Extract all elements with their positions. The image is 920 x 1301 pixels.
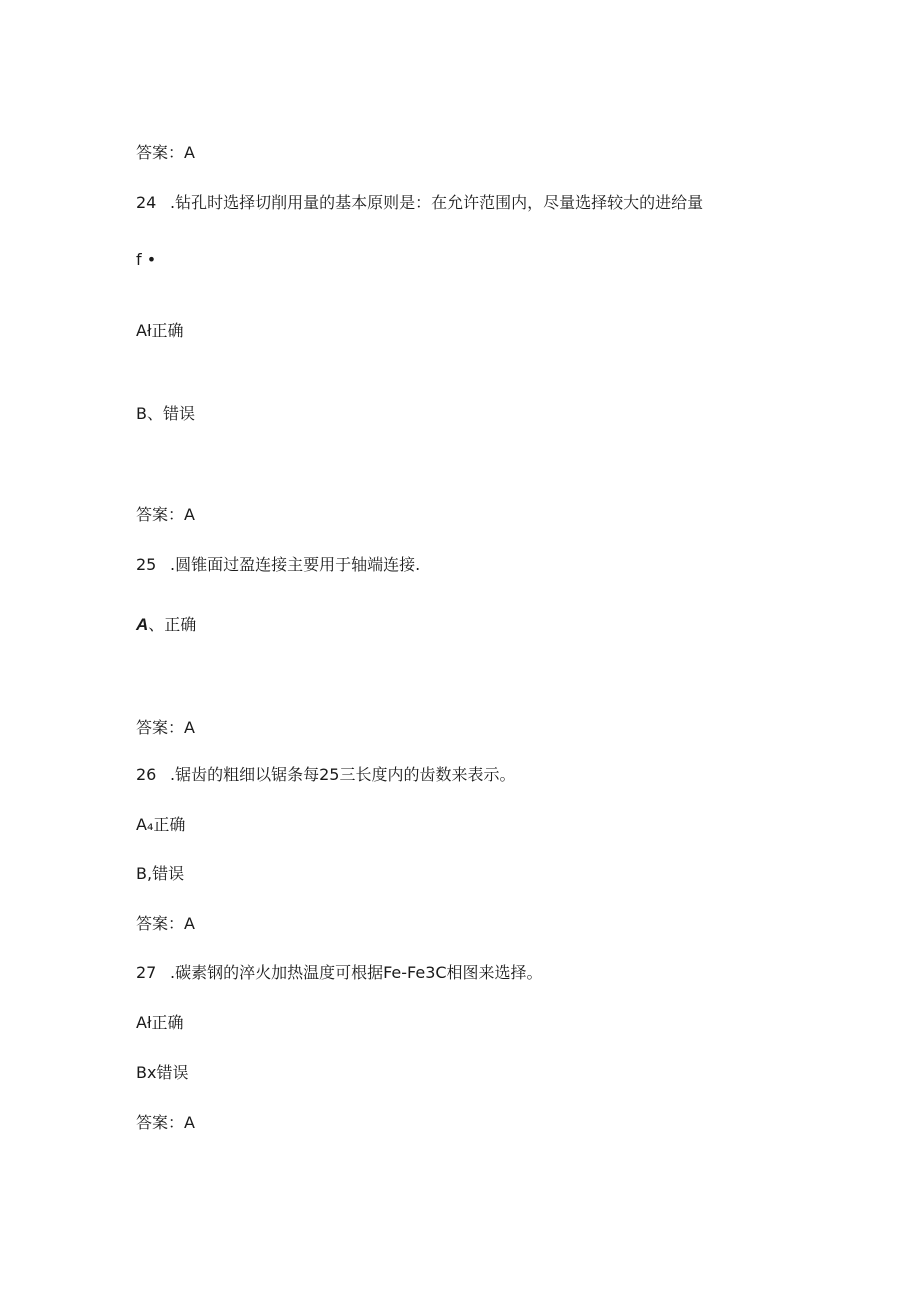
option-b: Bx错误 bbox=[136, 1063, 189, 1082]
answer-line bbox=[136, 1113, 195, 1133]
answer-value: A bbox=[184, 1113, 195, 1132]
question-number: 27 bbox=[136, 963, 157, 982]
question-number: 25 bbox=[136, 555, 157, 574]
answer-label: 答案： bbox=[136, 505, 185, 524]
answer-value: A bbox=[184, 505, 195, 524]
answer-value: A bbox=[184, 718, 195, 737]
question-text: .锯齿的粗细以锯条每25三长度内的齿数来表示。 bbox=[170, 765, 516, 784]
question-24 bbox=[136, 193, 703, 213]
answer-label: 答案： bbox=[136, 914, 185, 933]
answer-value: A bbox=[184, 914, 195, 933]
option-b: B、错误 bbox=[136, 404, 195, 423]
option-a: A₄正确 bbox=[136, 815, 186, 834]
option-text: 、正确 bbox=[148, 615, 197, 634]
answer-label: 答案： bbox=[136, 1113, 185, 1132]
question-text: .钻孔时选择切削用量的基本原则是：在允许范围内，尽量选择较大的进给量 bbox=[170, 193, 704, 212]
answer-line bbox=[136, 718, 195, 738]
answer-label: 答案： bbox=[136, 718, 185, 737]
question-26 bbox=[136, 765, 515, 785]
question-number: 26 bbox=[136, 765, 157, 784]
answer-line bbox=[136, 505, 195, 525]
option-letter: A bbox=[136, 615, 149, 634]
answer-label: 答案： bbox=[136, 143, 185, 162]
answer-line bbox=[136, 143, 195, 163]
question-27 bbox=[136, 963, 543, 983]
option-b: B,错误 bbox=[136, 864, 185, 883]
question-text: .碳素钢的淬火加热温度可根据Fe-Fe3C相图来选择。 bbox=[170, 963, 543, 982]
option-a bbox=[136, 615, 196, 635]
question-number: 24 bbox=[136, 193, 157, 212]
question-text: .圆锥面过盈连接主要用于轴端连接. bbox=[170, 555, 421, 574]
question-25 bbox=[136, 555, 420, 575]
answer-line bbox=[136, 914, 195, 934]
option-a: Ał正确 bbox=[136, 321, 184, 340]
option-a: Ał正确 bbox=[136, 1013, 184, 1032]
question-24-continuation: f • bbox=[136, 250, 157, 269]
answer-value: A bbox=[184, 143, 195, 162]
